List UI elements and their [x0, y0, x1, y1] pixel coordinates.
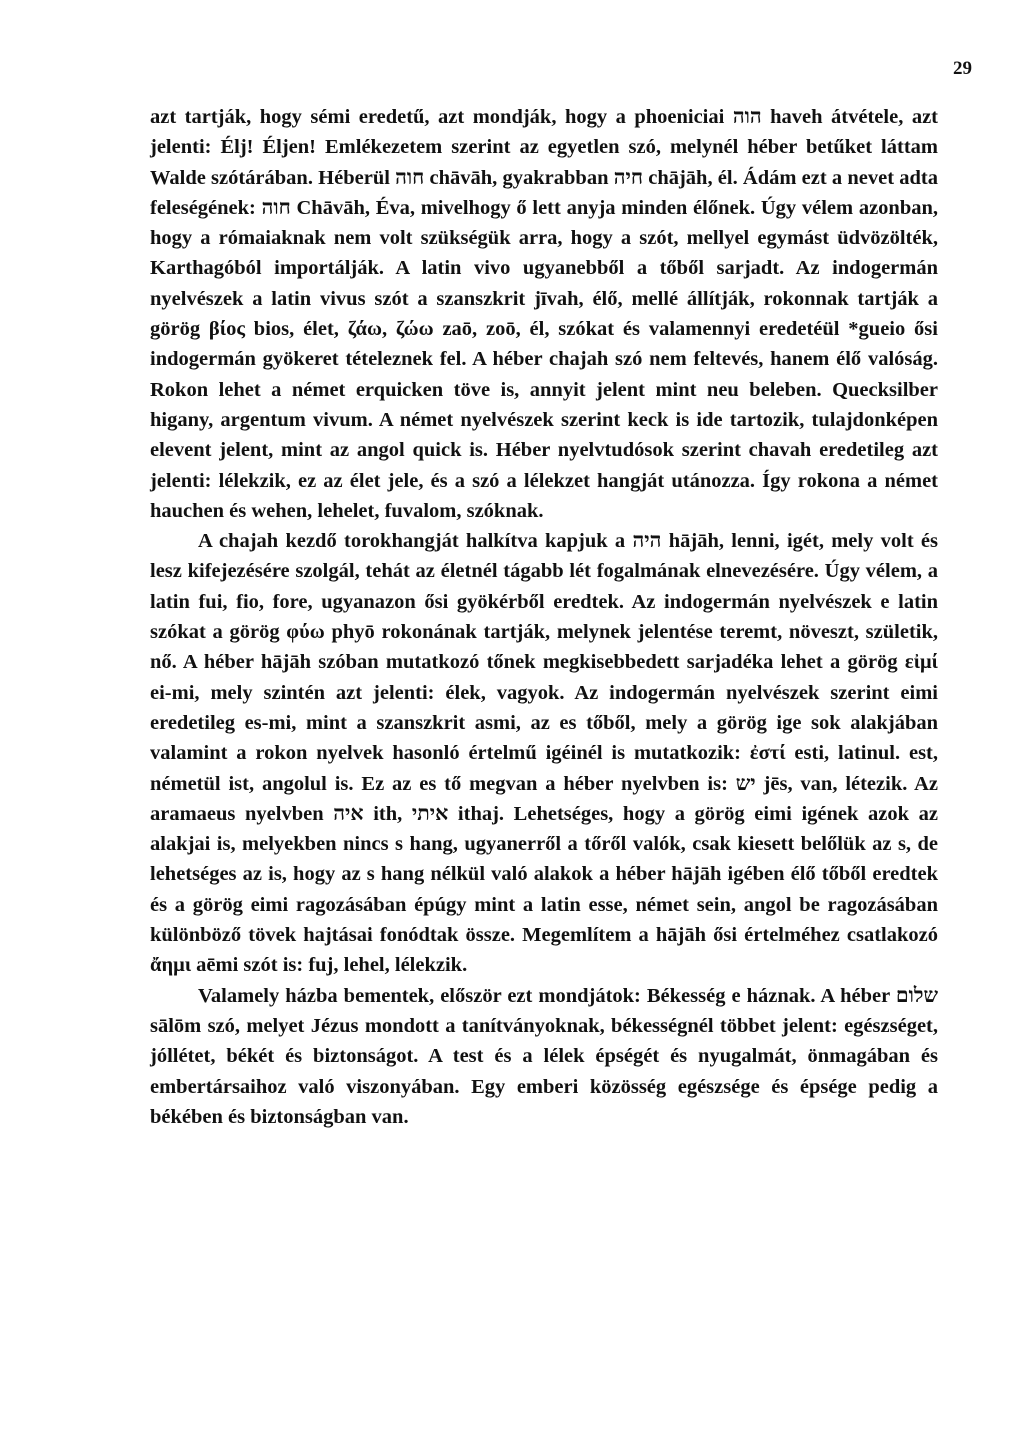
paragraph: azt tartják, hogy sémi eredetű, azt mondják, hogy a phoeniciai הוה haveh átvétele, azt jelenti: Élj! Éljen! Emlékezetem szerint az egyetlen szó, melynél héber betűket láttam Walde szótárában. Héberül חוה chāvāh, gyakrabban חיה chājāh, él. Ádám ezt a nevet adta feleségének: חוה Chāvāh, Éva, mivelhogy ő lett anyja minden élőnek. Úgy vélem azonban, hogy a rómaiaknak nem volt szükségük arra, hogy a szót, mellyel egymást üdvözölték, Karthagóból importálják. A latin vivo ugyanebből a tőből sarjadt. Az indogermán nyelvészek a latin vivus szót a szanszkrit jīvah, élő, mellé állítják, rokonnak tartják a görög βίος bios, élet, ζάω, ζώω zaō, zoō, él, szókat és valamennyi eredetéül *gueio ősi indogermán gyökeret tételeznek fel. A héber chajah szó nem feltevés, hanem élő valóság. Rokon lehet a német erquicken töve is, annyit jelent mint neu beleben. Quecksilber higany, argentum vivum. A német nyelvészek szerint keck is ide tartozik, tulajdonképen elevent jelent, mint az angol quick is. Héber nyelvtudósok szerint chavah eredetileg azt jelenti: lélekzik, ez az élet jele, és a szó a lélekzet hangját utánozza. Így rokona a német hauchen és wehen, lehelet, fuvalom, szóknak.: [150, 106, 939, 522]
page-number: 29: [953, 58, 972, 79]
body-text: [150, 102, 938, 1132]
paragraph: Valamely házba bementek, először ezt mondjátok: Békesség e háznak. A héber שלום sālōm szó, melyet Jézus mondott a tanítványoknak, békességnél többet jelent: egészséget, jóllétet, békét és biztonságot. A test és a lélek épségét és nyugalmát, önmagában és embertársaihoz való viszonyában. Egy emberi közösség egészsége és épsége pedig a békében és biztonságban van.: [150, 984, 938, 1128]
paragraph: A chajah kezdő torokhangját halkítva kapjuk a היה hājāh, lenni, igét, mely volt és lesz kifejezésére szolgál, tehát az életnél tágabb lét fogalmának elnevezésére. Úgy vélem, a latin fui, fio, fore, ugyanazon ősi gyökérből eredtek. Az indogermán nyelvészek e latin szókat a görög φύω phyō rokonának tartják, melynek jelentése teremt, növeszt, születik, nő. A héber hājāh szóban mutatkozó tőnek megkisebbedett sarjadéka lehet a görög εἰμί ei-mi, mely szintén azt jelenti: élek, vagyok. Az indogermán nyelvészek szerint eimi eredetileg es-mi, mint a szanszkrit asmi, az es tőből, mely a görög ige sok alakjában valamint a rokon nyelvek hasonló értelmű igéinél is mutatkozik: ἐστί esti, latinul. est, németül ist, angolul is. Ez az es tő megvan a héber nyelvben is: יש jēs, van, létezik. Az aramaeus nyelvben איה ith, איתי ithaj. Lehetséges, hogy a görög eimi igének azok az alakjai is, melyekben nincs s hang, ugyanerről a tőről valók, csak kiesett belőlük az s, de lehetséges az is, hogy az s hang nélkül való alakok a héber hājāh igében élő tőből eredtek és a görög eimi ragozásában épúgy mint a latin esse, német sein, angol be ragozásában különböző tövek hajtásai fonódtak össze. Megemlítem a hājāh ősi értelméhez csatlakozó ἄημι aēmi szót is: fuj, lehel, lélekzik.: [150, 530, 938, 977]
